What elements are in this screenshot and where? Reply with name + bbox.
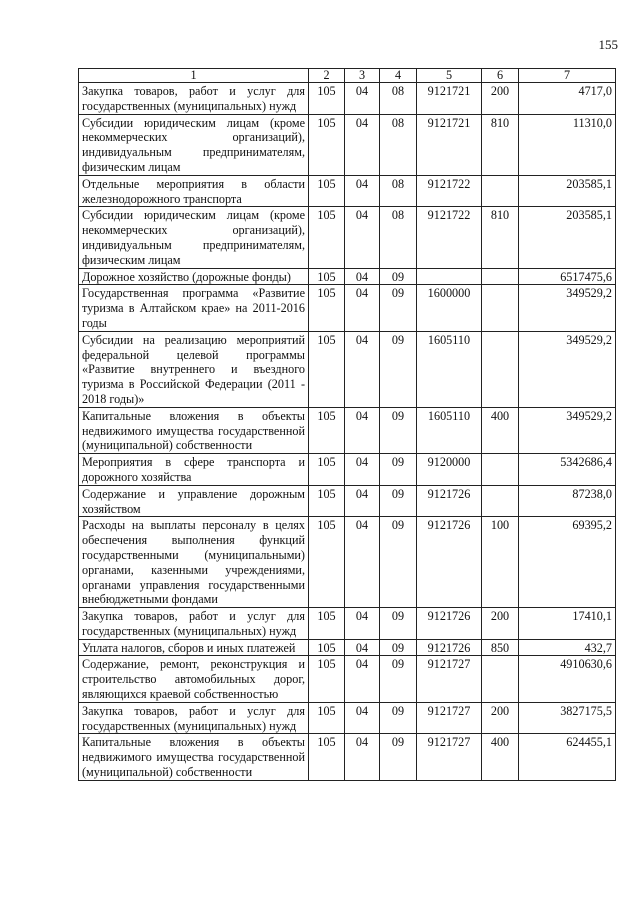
cell-name: Закупка товаров, работ и услуг для государственных (муниципальных) нужд: [79, 702, 309, 734]
cell-expense-type: 810: [482, 207, 519, 268]
cell-amount: 5342686,4: [519, 454, 616, 486]
cell-target-article: 1605110: [417, 407, 482, 453]
cell-target-article: 9121721: [417, 83, 482, 115]
cell-expense-type: [482, 175, 519, 207]
cell-name: Дорожное хозяйство (дорожные фонды): [79, 268, 309, 285]
cell-section: 04: [345, 639, 380, 656]
cell-amount: 17410,1: [519, 608, 616, 640]
cell-target-article: 1600000: [417, 285, 482, 331]
cell-section: 04: [345, 331, 380, 407]
column-header: 5: [417, 69, 482, 83]
cell-ministry-code: 105: [309, 114, 345, 175]
cell-subsection: 09: [380, 656, 417, 702]
budget-table: [78, 68, 616, 781]
cell-subsection: 09: [380, 702, 417, 734]
cell-subsection: 08: [380, 175, 417, 207]
cell-amount: 4717,0: [519, 83, 616, 115]
table-row: [79, 517, 616, 608]
cell-ministry-code: 105: [309, 639, 345, 656]
cell-amount: 11310,0: [519, 114, 616, 175]
cell-amount: 349529,2: [519, 407, 616, 453]
table-row: [79, 639, 616, 656]
cell-subsection: 09: [380, 331, 417, 407]
cell-section: 04: [345, 407, 380, 453]
column-header: 7: [519, 69, 616, 83]
cell-section: 04: [345, 734, 380, 780]
cell-expense-type: [482, 485, 519, 517]
cell-ministry-code: 105: [309, 608, 345, 640]
cell-target-article: 1605110: [417, 331, 482, 407]
cell-target-article: 9121727: [417, 734, 482, 780]
cell-target-article: 9121726: [417, 639, 482, 656]
cell-expense-type: 200: [482, 83, 519, 115]
cell-ministry-code: 105: [309, 83, 345, 115]
cell-name: Мероприятия в сфере транспорта и дорожного хозяйства: [79, 454, 309, 486]
cell-expense-type: [482, 656, 519, 702]
cell-subsection: 08: [380, 207, 417, 268]
cell-ministry-code: 105: [309, 175, 345, 207]
cell-amount: 4910630,6: [519, 656, 616, 702]
cell-subsection: 09: [380, 517, 417, 608]
column-header: 6: [482, 69, 519, 83]
table-row: [79, 734, 616, 780]
cell-name: Содержание и управление дорожным хозяйством: [79, 485, 309, 517]
cell-section: 04: [345, 485, 380, 517]
table-row: [79, 485, 616, 517]
cell-name: Субсидии на реализацию мероприятий федеральной целевой программы «Развитие внутреннего и въездного туризма в Российской Федерации (2011 - 2018 годы)»: [79, 331, 309, 407]
column-header: 2: [309, 69, 345, 83]
cell-ministry-code: 105: [309, 454, 345, 486]
cell-target-article: 9121721: [417, 114, 482, 175]
cell-expense-type: 200: [482, 702, 519, 734]
page-number: 155: [598, 37, 618, 52]
cell-ministry-code: 105: [309, 268, 345, 285]
cell-amount: 69395,2: [519, 517, 616, 608]
cell-target-article: 9121726: [417, 517, 482, 608]
cell-expense-type: 100: [482, 517, 519, 608]
cell-name: Капитальные вложения в объекты недвижимого имущества государственной (муниципальной) собственности: [79, 734, 309, 780]
table-row: [79, 83, 616, 115]
cell-ministry-code: 105: [309, 207, 345, 268]
cell-ministry-code: 105: [309, 331, 345, 407]
cell-ministry-code: 105: [309, 702, 345, 734]
cell-name: Субсидии юридическим лицам (кроме некоммерческих организаций), индивидуальным предпринимателям, физическим лицам: [79, 114, 309, 175]
column-header: 3: [345, 69, 380, 83]
cell-target-article: 9121722: [417, 175, 482, 207]
table-row: [79, 608, 616, 640]
cell-ministry-code: 105: [309, 734, 345, 780]
cell-expense-type: 810: [482, 114, 519, 175]
cell-target-article: 9121726: [417, 608, 482, 640]
column-header: 1: [79, 69, 309, 83]
cell-ministry-code: 105: [309, 407, 345, 453]
table-row: [79, 268, 616, 285]
cell-expense-type: 400: [482, 734, 519, 780]
cell-subsection: 09: [380, 485, 417, 517]
table-row: [79, 656, 616, 702]
cell-expense-type: 200: [482, 608, 519, 640]
cell-amount: 349529,2: [519, 331, 616, 407]
cell-amount: 3827175,5: [519, 702, 616, 734]
cell-name: Государственная программа «Развитие туризма в Алтайском крае» на 2011-2016 годы: [79, 285, 309, 331]
cell-subsection: 09: [380, 734, 417, 780]
cell-expense-type: [482, 454, 519, 486]
table-row: [79, 702, 616, 734]
cell-subsection: 09: [380, 407, 417, 453]
cell-name: Закупка товаров, работ и услуг для государственных (муниципальных) нужд: [79, 608, 309, 640]
cell-name: Субсидии юридическим лицам (кроме некоммерческих организаций), индивидуальным предпринимателям, физическим лицам: [79, 207, 309, 268]
table-row: [79, 175, 616, 207]
cell-section: 04: [345, 268, 380, 285]
column-header: 4: [380, 69, 417, 83]
cell-section: 04: [345, 454, 380, 486]
cell-subsection: 09: [380, 285, 417, 331]
table-row: [79, 285, 616, 331]
cell-expense-type: [482, 331, 519, 407]
cell-section: 04: [345, 83, 380, 115]
cell-name: Капитальные вложения в объекты недвижимого имущества государственной (муниципальной) собственности: [79, 407, 309, 453]
cell-section: 04: [345, 175, 380, 207]
cell-amount: 87238,0: [519, 485, 616, 517]
cell-section: 04: [345, 114, 380, 175]
cell-amount: 6517475,6: [519, 268, 616, 285]
cell-section: 04: [345, 207, 380, 268]
table-row: [79, 331, 616, 407]
cell-name: Закупка товаров, работ и услуг для государственных (муниципальных) нужд: [79, 83, 309, 115]
cell-name: Расходы на выплаты персоналу в целях обеспечения выполнения функций государственными (муниципальными) органами, казенными учреждениями, органами управления государственными внебюджетными фондами: [79, 517, 309, 608]
cell-amount: 432,7: [519, 639, 616, 656]
cell-section: 04: [345, 656, 380, 702]
table-row: [79, 407, 616, 453]
table-row: [79, 207, 616, 268]
cell-target-article: 9121722: [417, 207, 482, 268]
table-row: [79, 114, 616, 175]
cell-section: 04: [345, 285, 380, 331]
cell-target-article: [417, 268, 482, 285]
cell-target-article: 9121726: [417, 485, 482, 517]
cell-target-article: 9121727: [417, 656, 482, 702]
cell-section: 04: [345, 702, 380, 734]
cell-subsection: 09: [380, 608, 417, 640]
cell-name: Уплата налогов, сборов и иных платежей: [79, 639, 309, 656]
cell-target-article: 9121727: [417, 702, 482, 734]
cell-target-article: 9120000: [417, 454, 482, 486]
cell-name: Отдельные мероприятия в области железнодорожного транспорта: [79, 175, 309, 207]
table-row: [79, 454, 616, 486]
cell-expense-type: 400: [482, 407, 519, 453]
cell-subsection: 08: [380, 83, 417, 115]
cell-amount: 624455,1: [519, 734, 616, 780]
cell-subsection: 09: [380, 639, 417, 656]
cell-section: 04: [345, 517, 380, 608]
cell-section: 04: [345, 608, 380, 640]
cell-amount: 203585,1: [519, 207, 616, 268]
cell-expense-type: 850: [482, 639, 519, 656]
cell-ministry-code: 105: [309, 656, 345, 702]
cell-amount: 349529,2: [519, 285, 616, 331]
cell-ministry-code: 105: [309, 285, 345, 331]
cell-subsection: 09: [380, 268, 417, 285]
cell-subsection: 08: [380, 114, 417, 175]
cell-amount: 203585,1: [519, 175, 616, 207]
cell-expense-type: [482, 268, 519, 285]
cell-subsection: 09: [380, 454, 417, 486]
cell-expense-type: [482, 285, 519, 331]
table-header-row: [79, 69, 616, 83]
cell-name: Содержание, ремонт, реконструкция и строительство автомобильных дорог, являющихся краевой собственностью: [79, 656, 309, 702]
cell-ministry-code: 105: [309, 485, 345, 517]
cell-ministry-code: 105: [309, 517, 345, 608]
